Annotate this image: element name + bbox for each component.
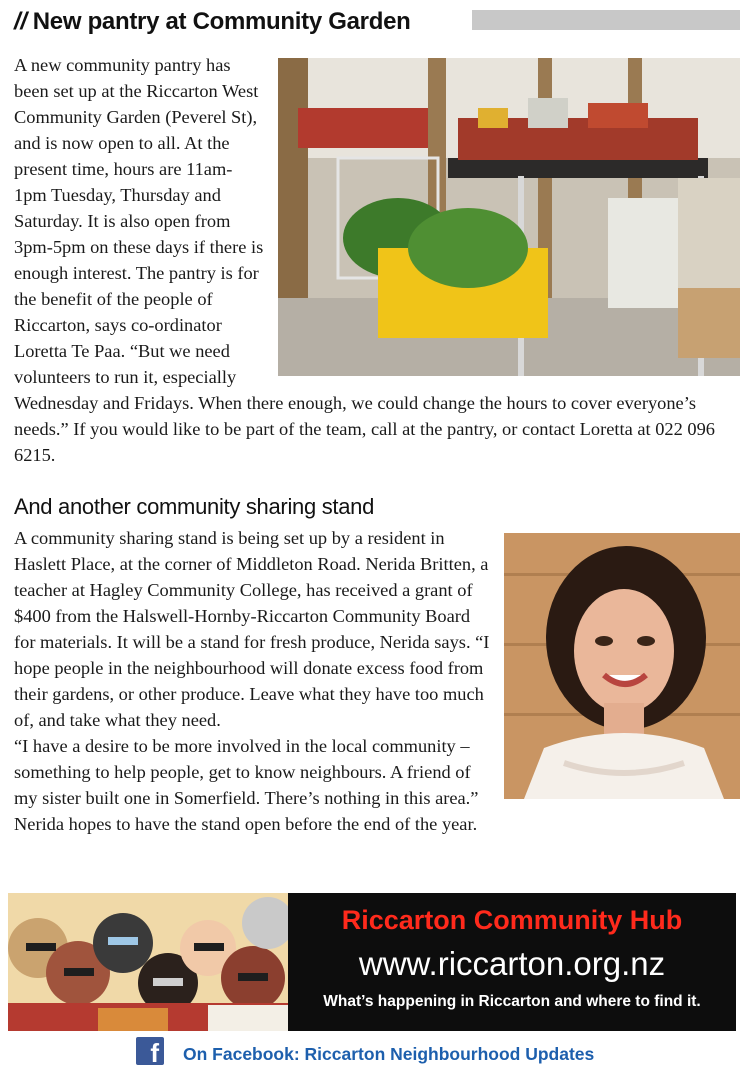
heading-slash-mark: // — [14, 8, 27, 35]
article-pantry — [14, 52, 740, 468]
pantry-photo — [278, 58, 740, 376]
heading-text: New pantry at Community Garden — [32, 8, 411, 35]
article-sharing-stand-paragraph-1: A community sharing stand is being set up by a resident in Haslett Place, at the corner of Middleton Road. Nerida Britten, a teacher at Hagley Community College, has received a grant of $400 from the Halswell-Hornby-Riccarton Community Board for materials. It will be a stand for fresh produce, Nerida says. “I hope people in the neighbourhood will donate excess food from their gardens, or other produce. Leave what they have too much of, and take what they need. — [14, 528, 490, 730]
hub-title: Riccarton Community Hub — [341, 905, 683, 935]
facebook-page-link[interactable]: On Facebook: Riccarton Neighbourhood Updates — [183, 1044, 595, 1064]
hub-tagline: What’s happening in Riccarton and where to find it. — [323, 993, 701, 1010]
article-sharing-stand — [14, 525, 740, 837]
article-sharing-stand-paragraph-2: “I have a desire to be more involved in the local community – something to help people, get to know neighbours. A friend of my sister built one in Somerfield. There’s nothing in this area.” Nerida hopes to have the stand open before the end of the year. — [14, 736, 479, 834]
article-heading-sharing-stand: And another community sharing stand — [14, 494, 375, 519]
community-hub-banner — [8, 893, 736, 1031]
article-pantry-body: A new community pantry has been set up at the Riccarton West Community Garden (Peverel St), and is now open to all. At the present time, hours are 11am-1pm Tuesday, Thursday and Saturday. It is also open from 3pm-5pm on these days if there is enough interest. The pantry is for the benefit of the people of Riccarton, says co-ordinator Loretta Te Paa. “But we need volunteers to run it, especially Wednesday and Fridays. When there enough, we could change the hours to cover everyone’s needs.” If you would like to be part of the team, call at the pantry, or contact Loretta at 022 096 6215. — [14, 55, 715, 465]
hub-website-link[interactable]: www.riccarton.org.nz — [358, 945, 666, 982]
article-heading-pantry — [14, 8, 410, 36]
facebook-icon[interactable]: f — [136, 1037, 164, 1065]
header-grey-bar — [472, 10, 740, 30]
nerida-portrait-photo — [504, 533, 740, 799]
banner-illustration — [8, 893, 288, 1031]
